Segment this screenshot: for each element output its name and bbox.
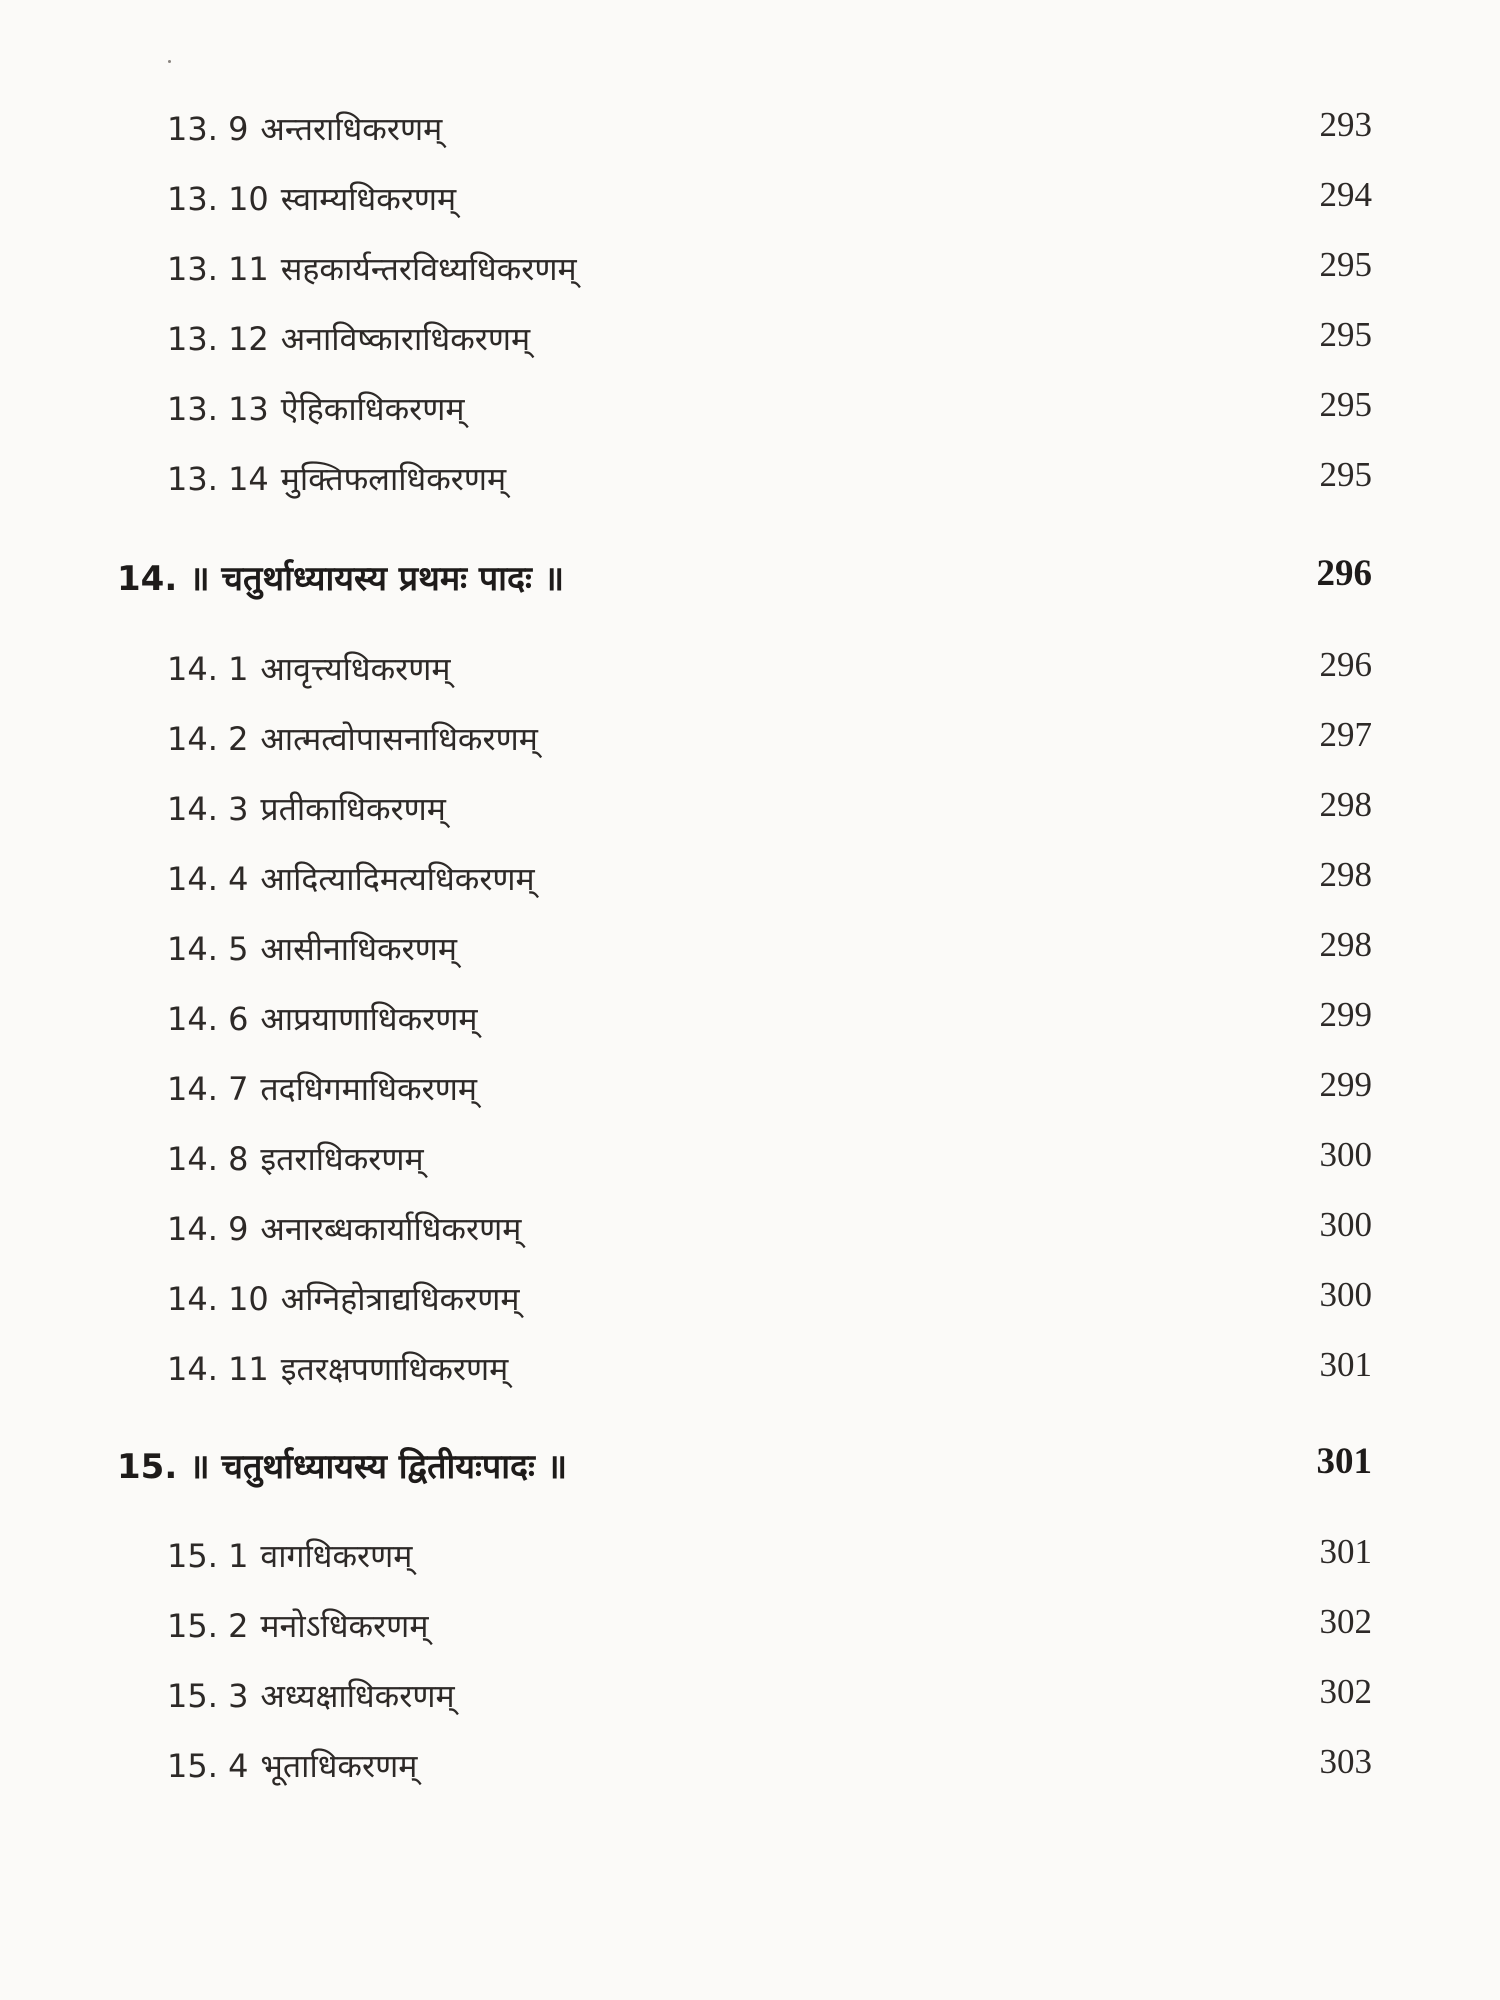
entry-title: वागधिकरणम्	[260, 1537, 413, 1575]
entry-label	[167, 1347, 508, 1390]
entry-number: 14. 7	[167, 1070, 249, 1108]
entry-title: ऐहिकाधिकरणम्	[280, 390, 465, 428]
entry-label	[167, 1277, 520, 1320]
entry-title: आवृत्त्यधिकरणम्	[260, 650, 451, 688]
entry-number: 14. 6	[167, 1000, 249, 1038]
page-number: 296	[1316, 553, 1372, 594]
entry-label	[167, 1534, 412, 1577]
toc-entry	[0, 919, 1500, 979]
entry-label	[167, 857, 535, 900]
entry-title: स्वाम्यधिकरणम्	[280, 180, 457, 218]
entry-title: आप्रयाणाधिकरणम्	[260, 1000, 478, 1038]
entry-number: 13. 14	[167, 460, 269, 498]
page-number: 301	[1319, 1532, 1372, 1571]
toc-entry	[0, 1199, 1500, 1259]
page-number: 298	[1319, 925, 1372, 964]
entry-number: 14. 1	[167, 650, 249, 688]
entry-number: 15. 2	[167, 1607, 249, 1645]
entry-number: 15. 1	[167, 1537, 249, 1575]
entry-label	[167, 317, 530, 360]
section-heading	[0, 1434, 1500, 1494]
entry-title: आसीनाधिकरणम्	[260, 930, 457, 968]
entry-number: 14. 8	[167, 1140, 249, 1178]
entry-title: ॥ चतुर्थाध्यायस्य द्वितीयःपादः ॥	[189, 1447, 568, 1487]
entry-title: अध्यक्षाधिकरणम्	[260, 1677, 455, 1715]
entry-label	[167, 387, 465, 430]
entry-title: तदधिगमाधिकरणम्	[260, 1070, 477, 1108]
entry-title: अन्तराधिकरणम्	[260, 110, 443, 148]
entry-number: 15.	[117, 1447, 178, 1487]
entry-title: आदित्यादिमत्यधिकरणम्	[260, 860, 535, 898]
entry-label	[167, 247, 577, 290]
toc-entry	[0, 1736, 1500, 1796]
entry-number: 14. 11	[167, 1350, 269, 1388]
page-number: 295	[1319, 385, 1372, 424]
entry-number: 13. 12	[167, 320, 269, 358]
entry-number: 14. 5	[167, 930, 249, 968]
entry-number: 14. 10	[167, 1280, 269, 1318]
page-number: 298	[1319, 855, 1372, 894]
entry-title: भूताधिकरणम्	[260, 1747, 418, 1785]
page-number: 302	[1319, 1672, 1372, 1711]
toc-entry	[0, 1526, 1500, 1586]
entry-label	[167, 107, 442, 150]
toc-entry	[0, 1059, 1500, 1119]
paper-speck	[168, 60, 171, 63]
entry-number: 14. 2	[167, 720, 249, 758]
entry-label	[167, 457, 506, 500]
page-number: 300	[1319, 1135, 1372, 1174]
entry-title: मनोऽधिकरणम्	[260, 1607, 429, 1645]
page-number: 295	[1319, 455, 1372, 494]
entry-label	[117, 554, 564, 600]
section-heading	[0, 546, 1500, 606]
toc-entry	[0, 1269, 1500, 1329]
entry-title: मुक्तिफलाधिकरणम्	[280, 460, 507, 498]
page-number: 301	[1316, 1441, 1372, 1482]
entry-label	[167, 177, 456, 220]
page-number: 303	[1319, 1742, 1372, 1781]
entry-number: 15. 3	[167, 1677, 249, 1715]
entry-label	[167, 647, 451, 690]
entry-title: प्रतीकाधिकरणम्	[260, 790, 446, 828]
page-number: 300	[1319, 1205, 1372, 1244]
entry-number: 13. 11	[167, 250, 269, 288]
entry-label	[167, 1744, 417, 1787]
page-number: 296	[1319, 645, 1372, 684]
entry-number: 13. 9	[167, 110, 249, 148]
toc-entry	[0, 1129, 1500, 1189]
entry-label	[117, 1442, 567, 1488]
toc-entry	[0, 849, 1500, 909]
toc-entry	[0, 779, 1500, 839]
page-number: 297	[1319, 715, 1372, 754]
toc-entry	[0, 639, 1500, 699]
entry-label	[167, 1207, 521, 1250]
page-number: 295	[1319, 315, 1372, 354]
entry-label	[167, 1067, 477, 1110]
page-number: 300	[1319, 1275, 1372, 1314]
toc-entry	[0, 1339, 1500, 1399]
page-number: 298	[1319, 785, 1372, 824]
page-number: 301	[1319, 1345, 1372, 1384]
entry-number: 15. 4	[167, 1747, 249, 1785]
entry-title: ॥ चतुर्थाध्यायस्य प्रथमः पादः ॥	[189, 559, 565, 599]
entry-title: आत्मत्वोपासनाधिकरणम्	[260, 720, 538, 758]
entry-number: 14. 9	[167, 1210, 249, 1248]
toc-entry	[0, 989, 1500, 1049]
entry-label	[167, 787, 446, 830]
toc-entry	[0, 99, 1500, 159]
entry-label	[167, 1137, 424, 1180]
entry-label	[167, 717, 538, 760]
page-number: 295	[1319, 245, 1372, 284]
page-number: 302	[1319, 1602, 1372, 1641]
toc-entry	[0, 309, 1500, 369]
entry-number: 14. 3	[167, 790, 249, 828]
page-number: 299	[1319, 995, 1372, 1034]
entry-title: इतराधिकरणम्	[260, 1140, 424, 1178]
toc-entry	[0, 709, 1500, 769]
page-number: 293	[1319, 105, 1372, 144]
toc-entry	[0, 239, 1500, 299]
toc-entry	[0, 449, 1500, 509]
toc-entry	[0, 379, 1500, 439]
entry-title: सहकार्यन्तरविध्यधिकरणम्	[280, 250, 577, 288]
entry-title: इतरक्षपणाधिकरणम्	[280, 1350, 509, 1388]
entry-label	[167, 997, 478, 1040]
toc-entry	[0, 1596, 1500, 1656]
entry-label	[167, 927, 457, 970]
entry-label	[167, 1674, 455, 1717]
page-number: 294	[1319, 175, 1372, 214]
entry-number: 14. 4	[167, 860, 249, 898]
page-number: 299	[1319, 1065, 1372, 1104]
toc-entry	[0, 1666, 1500, 1726]
entry-number: 14.	[117, 559, 178, 599]
entry-title: अग्निहोत्राद्यधिकरणम्	[280, 1280, 520, 1318]
entry-title: अनाविष्काराधिकरणम्	[280, 320, 531, 358]
entry-number: 13. 10	[167, 180, 269, 218]
entry-title: अनारब्धकार्याधिकरणम्	[260, 1210, 522, 1248]
toc-entry	[0, 169, 1500, 229]
entry-label	[167, 1604, 428, 1647]
entry-number: 13. 13	[167, 390, 269, 428]
